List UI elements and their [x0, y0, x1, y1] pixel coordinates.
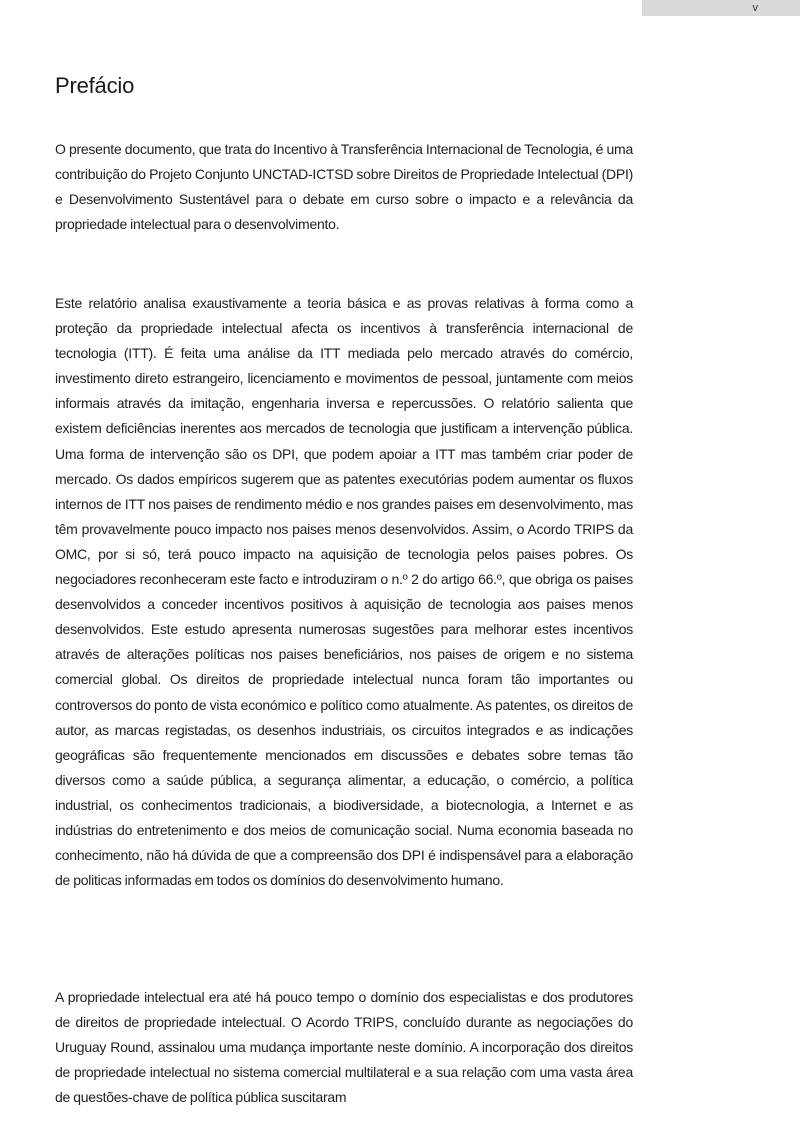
page-number: v [752, 2, 758, 14]
paragraph-analysis: Este relatório analisa exaustivamente a teoria básica e as provas relativas à forma como a proteção da propriedade intelectual afecta os incentivos à transferência internacional de tecnologia (ITT). É feita uma análise da ITT mediada pelo mercado através do comércio, investimento direto estrangeiro, licenciamento e movimentos de pessoal, juntamente com meios informais através da imitação, engenharia inversa e repercussões. O relatório salienta que existem deficiências inerentes aos mercados de tecnologia que justificam a intervenção pública. Uma forma de intervenção são os DPI, que podem apoiar a ITT mas também criar poder de mercado. Os dados empíricos sugerem que as patentes executórias podem aumentar os fluxos internos de ITT nos paises de rendimento médio e nos grandes paises em desenvolvimento, mas têm provavelmente pouco impacto nos paises menos desenvolvidos. Assim, o Acordo TRIPS da OMC, por si só, terá pouco impacto na aquisição de tecnologia pelos paises pobres. Os negociadores reconheceram este facto e introduziram o n.º 2 do artigo 66.º, que obriga os paises desenvolvidos a conceder incentivos positivos à aquisição de tecnologia aos paises menos desenvolvidos. Este estudo apresenta numerosas sugestões para melhorar estes incentivos através de alterações políticas nos paises beneficiários, nos paises de origem e no sistema comercial global. Os direitos de propriedade intelectual nunca foram tão importantes ou controversos do ponto de vista económico e político como atualmente. As patentes, os direitos de autor, as marcas registadas, os desenhos industriais, os circuitos integrados e as indicações geográficas são frequentemente mencionados em discussões e debates sobre temas tão diversos como a saúde pública, a segurança alimentar, a educação, o comércio, a política industrial, os conhecimentos tradicionais, a biodiversidade, a biotecnologia, a Internet e as indústrias do entretenimento e dos meios de comunicação social. Numa economia baseada no conhecimento, não há dúvida de que a compreensão dos DPI é indispensável para a elaboração de politicas informadas em todos os domínios do desenvolvimento humano. [55, 295, 633, 889]
paragraph-context: A propriedade intelectual era até há pouco tempo o domínio dos especialistas e dos produtores de direitos de propriedade intelectual. O Acordo TRIPS, concluído durante as negociações do Uruguay Round, assinalou uma mudança importante neste domínio. A incorporação dos direitos de propriedade intelectual no sistema comercial multilateral e a sua relação com uma vasta área de questões-chave de política pública suscitaram [55, 989, 633, 1106]
page-number-tab [642, 0, 800, 16]
paragraph-intro: O presente documento, que trata do Incentivo à Transferência Internacional de Tecnologia, é uma contribuição do Projeto Conjunto UNCTAD-ICTSD sobre Direitos de Propriedade Intelectual (DPI) e Desenvolvimento Sustentável para o debate em curso sobre o impacto e a relevância da propriedade intelectual para o desenvolvimento. [55, 141, 633, 233]
page-title: Prefácio [55, 73, 135, 98]
